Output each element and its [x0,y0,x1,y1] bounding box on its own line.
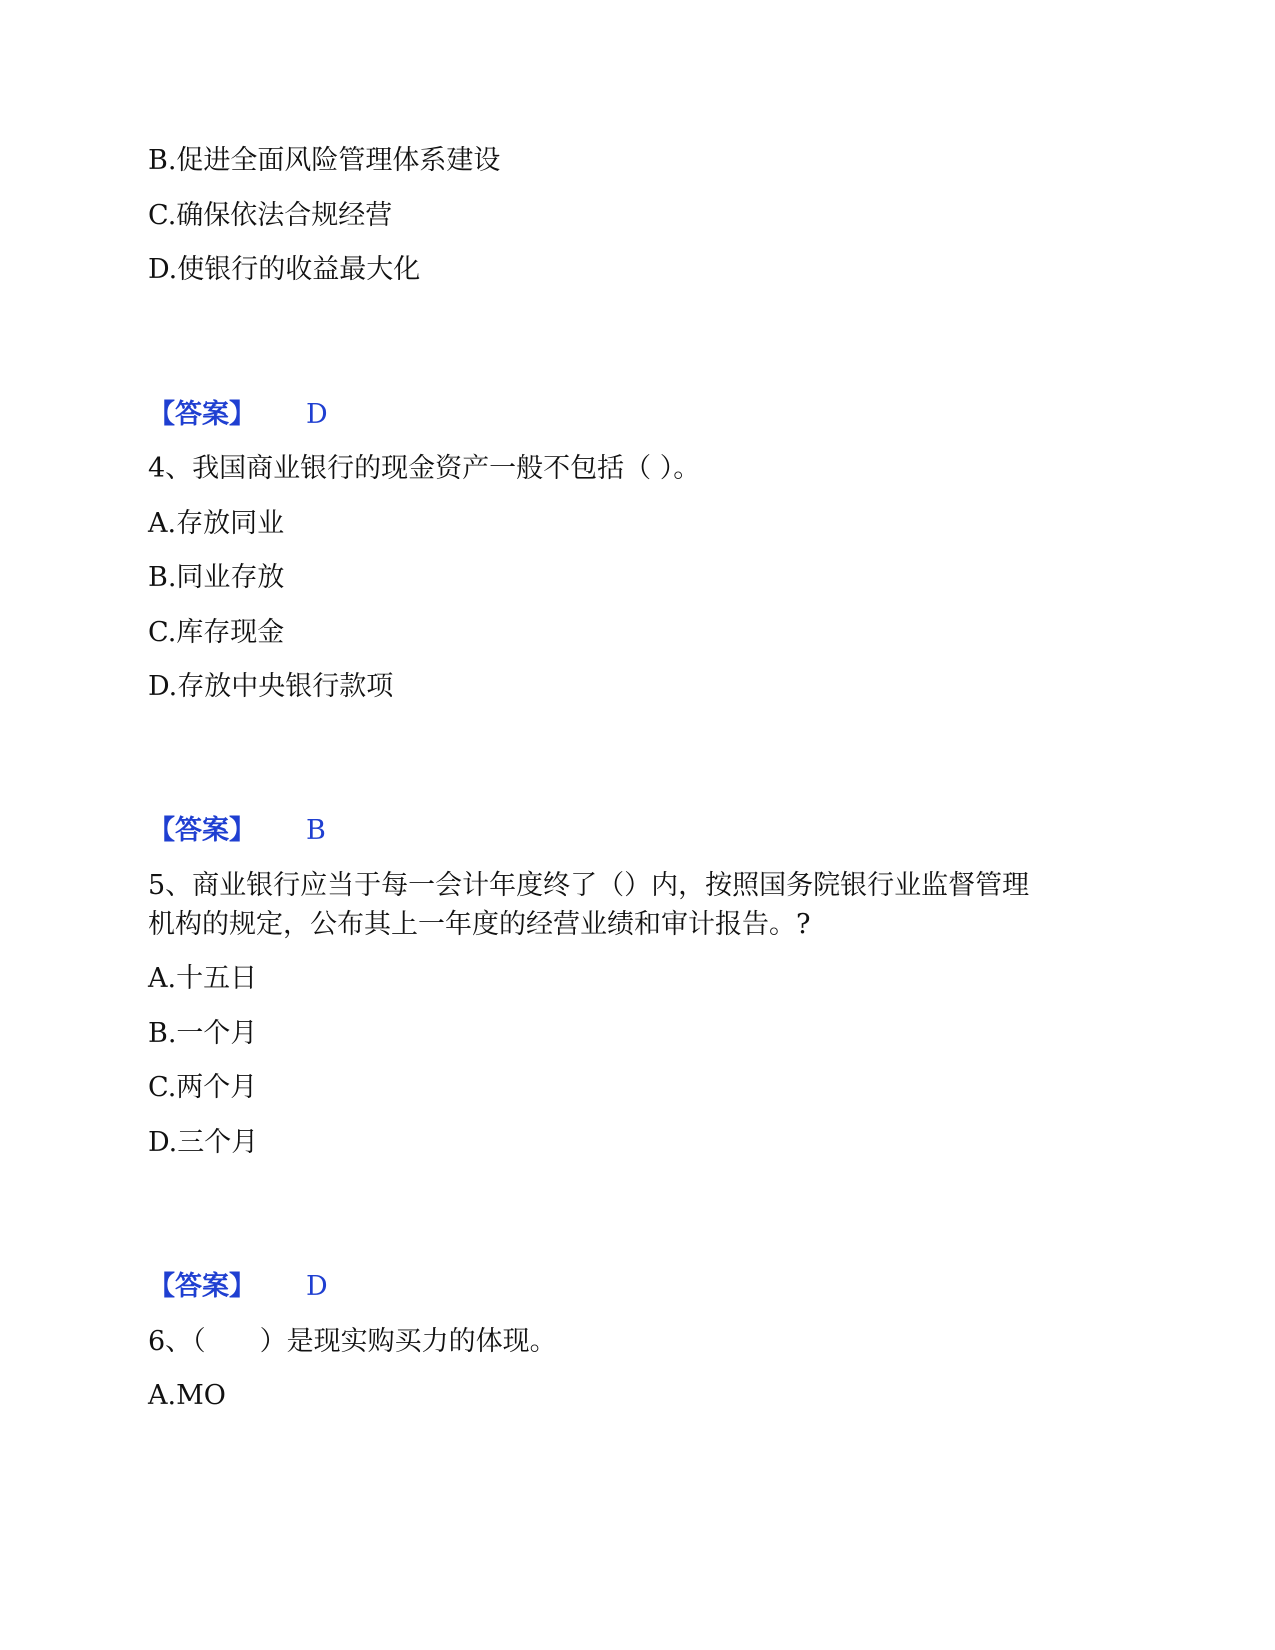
answer-value: D [306,1271,328,1302]
q4-option-b: B.同业存放 [148,562,285,593]
answer-value: D [306,399,328,430]
q5-option-d: D.三个月 [148,1127,259,1158]
answer-label: 【答案】 [148,1271,256,1302]
q4-answer [148,811,326,851]
answer-label: 【答案】 [148,815,256,846]
q4-option-a: A.存放同业 [148,508,285,539]
q3-option-b: B.促进全面风险管理体系建设 [148,145,501,176]
q4-option-c: C.库存现金 [148,617,285,648]
q3-option-c: C.确保依法合规经营 [148,200,393,231]
q5-option-b: B.一个月 [148,1018,258,1049]
q5-option-c: C.两个月 [148,1072,258,1103]
answer-value: B [306,815,326,846]
q3-option-d: D.使银行的收益最大化 [148,254,421,285]
answer-label: 【答案】 [148,399,256,430]
q5-question-line1: 5、商业银行应当于每一会计年度终了（）内，按照国务院银行业监督管理 [148,870,1030,901]
q4-option-d: D.存放中央银行款项 [148,671,394,702]
q6-option-a: A.MO [148,1380,226,1411]
q5-option-a: A.十五日 [148,963,258,994]
q5-question-line2: 机构的规定，公布其上一年度的经营业绩和审计报告。? [148,909,811,940]
q5-answer [148,1267,328,1307]
q6-question: 6、（ ）是现实购买力的体现。 [148,1326,557,1357]
q4-question: 4、我国商业银行的现金资产一般不包括（ ）。 [148,453,701,484]
q3-answer [148,395,328,435]
